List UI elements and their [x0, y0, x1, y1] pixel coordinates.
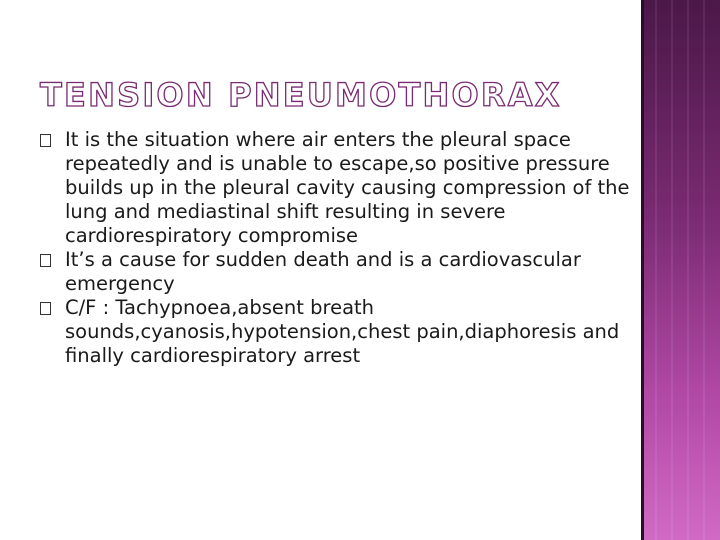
bullet-text: It’s a cause for sudden death and is a cardiovascular emergency: [65, 248, 581, 295]
slide-title: [40, 72, 562, 116]
bullet-text: It is the situation where air enters the pleural space repeatedly and is unable to escape,so positive pressure builds up in the pleural cavity causing compression of the lung and mediastinal shift resulting in severe cardiorespiratory compromise: [65, 128, 630, 247]
bullet-item: [40, 128, 630, 248]
bullet-text: C/F : Tachypnoea,absent breath sounds,cyanosis,hypotension,chest pain,diaphoresis and finally cardiorespiratory arrest: [65, 296, 620, 367]
checkbox-square-icon: [40, 254, 51, 267]
checkbox-square-icon: [40, 134, 51, 147]
side-band-stripe: [687, 0, 689, 540]
side-band-stripe: [655, 0, 657, 540]
bullet-item: [40, 248, 630, 296]
checkbox-square-icon: [40, 302, 51, 315]
bullet-item: [40, 296, 630, 368]
side-band-stripe: [703, 0, 705, 540]
decorative-side-band: [641, 0, 720, 540]
side-band-edge: [641, 0, 644, 540]
bullet-list: [40, 128, 630, 368]
side-band-stripe: [671, 0, 673, 540]
slide-title-text: TENSION PNEUMOTHORAX: [40, 76, 562, 114]
